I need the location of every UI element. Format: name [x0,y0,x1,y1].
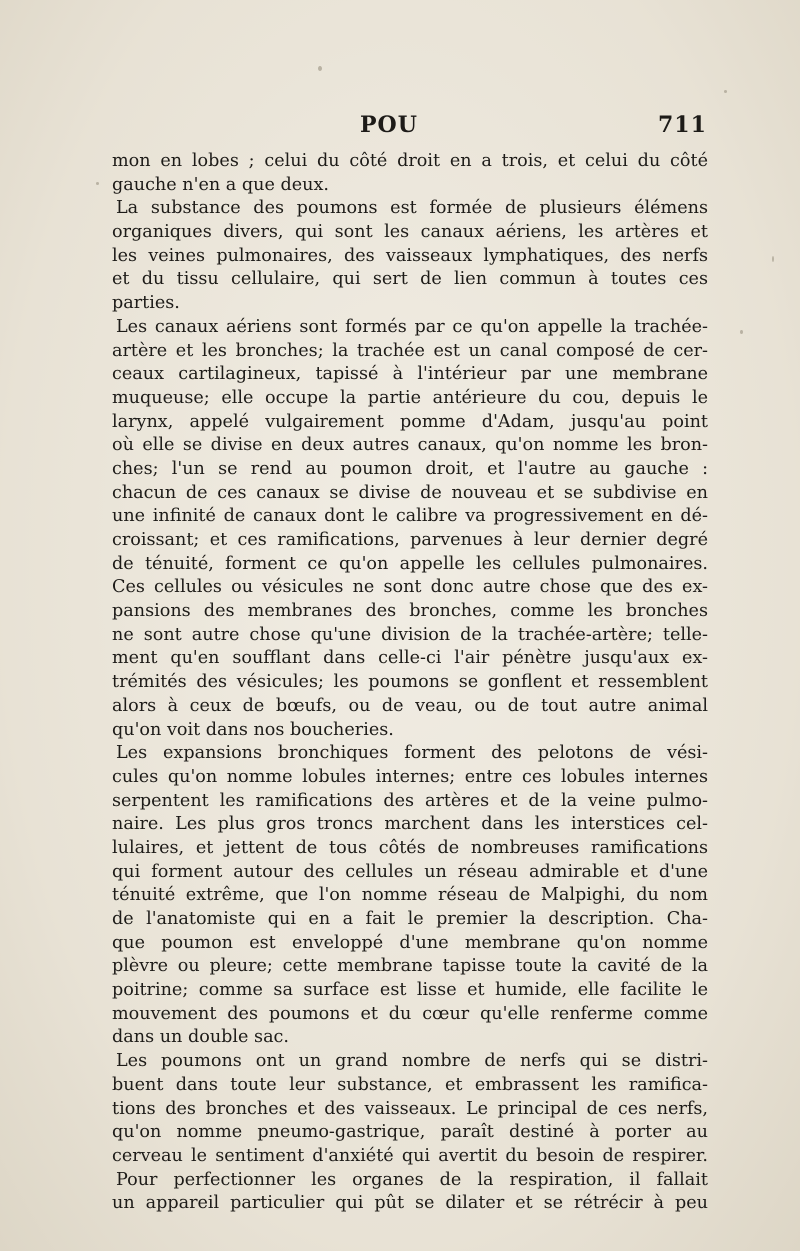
paper-speck [724,90,727,93]
page-header [0,112,800,142]
text-line: chacun de ces canaux se divise de nouveau et se subdivise en [112,482,708,503]
text-line: naire. Les plus gros troncs marchent dans les interstices cel- [112,814,708,835]
text-line: dans un double sac. [112,1027,290,1048]
text-line: tions des bronches et des vaisseaux. Le principal de ces nerfs, [112,1098,708,1119]
text-line: larynx, appelé vulgairement pomme d'Adam, jusqu'au point [112,411,708,432]
text-line: et du tissu cellulaire, qui sert de lien commun à toutes ces [112,269,708,290]
text-line: ne sont autre chose qu'une division de la trachée-artère; telle- [112,624,708,645]
text-line: poitrine; comme sa surface est lisse et humide, elle facilite le [112,980,708,1001]
text-line: ceaux cartilagineux, tapissé à l'intérieur par une membrane [112,364,708,385]
text-line: qu'on voit dans nos boucheries. [112,719,394,740]
paper-speck [740,330,743,334]
page-number: 711 [658,112,707,138]
text-line: de ténuité, forment ce qu'on appelle les cellules pulmonaires. [112,553,708,574]
text-line: les veines pulmonaires, des vaisseaux lymphatiques, des nerfs [112,245,708,266]
text-line: ment qu'en soufflant dans celle-ci l'air pénètre jusqu'aux ex- [112,648,708,669]
text-line: croissant; et ces ramifications, parvenues à leur dernier degré [112,530,708,550]
paper-speck [772,256,774,262]
text-line: organiques divers, qui sont les canaux aériens, les artères et [112,222,708,243]
running-head: POU [360,112,418,138]
text-line: Pour perfectionner les organes de la respiration, il fallait [116,1169,708,1190]
text-line: de l'anatomiste qui en a fait le premier la description. Cha- [112,909,708,929]
text-line: Les poumons ont un grand nombre de nerfs qui se distri- [116,1051,708,1072]
text-line: lulaires, et jettent de tous côtés de nombreuses ramifications [112,837,708,858]
text-line: qu'on nomme pneumo-gastrique, paraît destiné à porter au [112,1122,708,1143]
text-line: Les expansions bronchiques forment des pelotons de vési- [116,743,708,764]
text-line: cules qu'on nomme lobules internes; entre ces lobules internes [112,766,708,787]
text-line: un appareil particulier qui pût se dilater et se rétrécir à peu [112,1193,708,1214]
body-text [112,150,708,1216]
text-line: buent dans toute leur substance, et embrassent les ramifica- [112,1074,708,1095]
text-line: cerveau le sentiment d'anxiété qui avertit du besoin de respirer. [112,1145,708,1166]
paper-speck [318,66,322,71]
text-line: où elle se divise en deux autres canaux, qu'on nomme les bron- [112,435,708,456]
text-line: parties. [112,293,180,314]
text-line: mouvement des poumons et du cœur qu'elle renferme comme [112,1003,708,1024]
text-line: muqueuse; elle occupe la partie antérieure du cou, depuis le [112,387,708,408]
text-line: mon en lobes ; celui du côté droit en a trois, et celui du côté [112,151,708,171]
text-line: plèvre ou pleure; cette membrane tapisse toute la cavité de la [112,956,708,977]
text-line: serpentent les ramifications des artères et de la veine pulmo- [112,790,708,811]
text-line: gauche n'en a que deux. [112,174,329,195]
text-line: pansions des membranes des bronches, comme les bronches [112,601,708,622]
text-line: ches; l'un se rend au poumon droit, et l'autre au gauche : [112,458,708,479]
text-line: qui forment autour des cellules un réseau admirable et d'une [112,861,708,882]
text-line: une infinité de canaux dont le calibre va progressivement en dé- [112,506,708,527]
text-line: que poumon est enveloppé d'une membrane qu'on nomme [112,932,708,953]
text-line: Les canaux aériens sont formés par ce qu'on appelle la trachée- [116,316,708,337]
text-line: artère et les bronches; la trachée est un canal composé de cer- [112,340,708,361]
text-line: trémités des vésicules; les poumons se gonflent et ressemblent [112,672,708,693]
text-line: La substance des poumons est formée de plusieurs élémens [116,198,708,219]
paper-speck [96,182,99,185]
text-line: alors à ceux de bœufs, ou de veau, ou de tout autre animal [112,695,708,716]
text-line: ténuité extrême, que l'on nomme réseau de Malpighi, du nom [112,885,708,906]
text-line: Ces cellules ou vésicules ne sont donc autre chose que des ex- [112,577,708,598]
